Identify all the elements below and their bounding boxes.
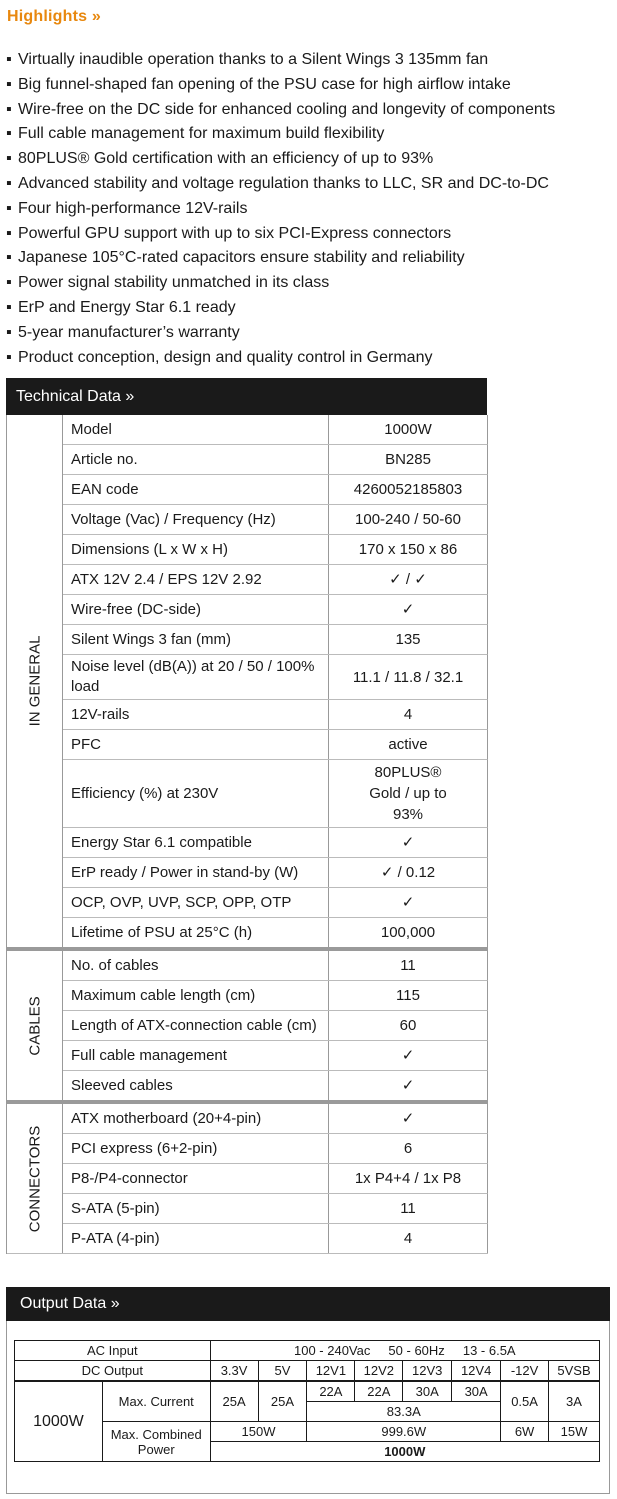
spec-row bbox=[63, 700, 488, 730]
highlight-text: Full cable management for maximum build flexibility bbox=[18, 125, 385, 143]
highlight-item bbox=[6, 147, 555, 172]
bullet-icon: ▪ bbox=[6, 125, 12, 143]
spec-label: Maximum cable length (cm) bbox=[63, 981, 329, 1010]
spec-value: 11 bbox=[400, 957, 416, 974]
bullet-icon: ▪ bbox=[6, 298, 12, 316]
spec-value: 1x P4+4 / 1x P8 bbox=[354, 1170, 462, 1187]
bullet-icon: ▪ bbox=[6, 75, 12, 93]
current-value: 0.5A bbox=[501, 1381, 549, 1422]
spec-label: Efficiency (%) at 230V bbox=[63, 760, 329, 827]
output-data-title: Output Data » bbox=[20, 1295, 120, 1312]
bullet-icon: ▪ bbox=[6, 348, 12, 366]
spec-value: ✓ bbox=[401, 834, 415, 851]
spec-label: OCP, OVP, UVP, SCP, OPP, OTP bbox=[63, 888, 329, 917]
spec-row bbox=[63, 655, 488, 700]
spec-label: Noise level (dB(A)) at 20 / 50 / 100% load bbox=[63, 655, 329, 699]
highlight-text: Powerful GPU support with up to six PCI-Express connectors bbox=[18, 224, 452, 242]
spec-row bbox=[63, 1011, 488, 1041]
spec-row bbox=[63, 445, 488, 475]
spec-value: 100,000 bbox=[380, 924, 436, 941]
spec-row bbox=[63, 505, 488, 535]
spec-value: 4 bbox=[403, 706, 413, 723]
dc-output-label: DC Output bbox=[15, 1361, 211, 1382]
spec-label: Sleeved cables bbox=[63, 1071, 329, 1100]
max-power-label-line2: Power bbox=[137, 1441, 175, 1457]
spec-row bbox=[63, 1164, 488, 1194]
spec-label: Lifetime of PSU at 25°C (h) bbox=[63, 918, 329, 947]
spec-row bbox=[63, 1224, 488, 1253]
spec-row bbox=[63, 415, 488, 445]
highlight-item bbox=[6, 246, 555, 271]
spec-value: active bbox=[388, 736, 428, 753]
highlight-text: Big funnel-shaped fan opening of the PSU case for high airflow intake bbox=[18, 75, 511, 93]
spec-label: EAN code bbox=[63, 475, 329, 504]
spec-value: ✓ bbox=[401, 1047, 415, 1064]
bullet-icon: ▪ bbox=[6, 323, 12, 341]
spec-row bbox=[63, 565, 488, 595]
spec-value: 100-240 / 50-60 bbox=[355, 511, 461, 528]
power-5vsb: 15W bbox=[549, 1422, 600, 1442]
spec-label: ATX 12V 2.4 / EPS 12V 2.92 bbox=[63, 565, 329, 594]
spec-value: 1000W bbox=[384, 421, 432, 438]
spec-value: 4 bbox=[403, 1230, 413, 1247]
ac-input-label: AC Input bbox=[15, 1341, 211, 1361]
power-12v: 999.6W bbox=[307, 1422, 501, 1442]
power-minus12v: 6W bbox=[501, 1422, 549, 1442]
spec-row bbox=[63, 1071, 488, 1100]
bullet-icon: ▪ bbox=[6, 274, 12, 292]
highlight-text: 5-year manufacturer’s warranty bbox=[18, 323, 240, 341]
spec-value: ✓ / ✓ bbox=[389, 571, 427, 588]
output-data-section bbox=[6, 1287, 610, 1494]
highlight-text: Product conception, design and quality control in Germany bbox=[18, 348, 433, 366]
model-label: 1000W bbox=[15, 1381, 103, 1462]
spec-value: ✓ bbox=[401, 1077, 415, 1094]
bullet-icon: ▪ bbox=[6, 100, 12, 118]
max-current-label: Max. Current bbox=[102, 1381, 210, 1422]
current-value: 30A bbox=[452, 1381, 501, 1402]
spec-label: PFC bbox=[63, 730, 329, 759]
spec-value: 6 bbox=[403, 1140, 413, 1157]
highlight-item bbox=[6, 73, 555, 98]
spec-row bbox=[63, 1134, 488, 1164]
spec-group-label: CABLES bbox=[26, 995, 43, 1056]
current-value: 22A bbox=[355, 1381, 403, 1402]
spec-row bbox=[63, 858, 488, 888]
bullet-icon: ▪ bbox=[6, 150, 12, 168]
rail-label: -12V bbox=[501, 1361, 549, 1382]
highlight-item bbox=[6, 197, 555, 222]
rail-label: 5VSB bbox=[549, 1361, 600, 1382]
highlight-item bbox=[6, 98, 555, 123]
highlights-title: Highlights » bbox=[7, 8, 101, 25]
highlight-item bbox=[6, 271, 555, 296]
spec-label: PCI express (6+2-pin) bbox=[63, 1134, 329, 1163]
spec-label: ATX motherboard (20+4-pin) bbox=[63, 1104, 329, 1133]
spec-row bbox=[63, 475, 488, 505]
spec-value: 4260052185803 bbox=[353, 481, 463, 498]
bullet-icon: ▪ bbox=[6, 224, 12, 242]
ac-input-value: 100 - 240Vac 50 - 60Hz 13 - 6.5A bbox=[210, 1341, 599, 1361]
spec-group-label: CONNECTORS bbox=[26, 1125, 43, 1232]
spec-label: S-ATA (5-pin) bbox=[63, 1194, 329, 1223]
spec-value: 11 bbox=[400, 1200, 416, 1217]
highlight-text: Power signal stability unmatched in its class bbox=[18, 274, 330, 292]
highlight-item bbox=[6, 346, 555, 371]
highlight-text: 80PLUS® Gold certification with an efficiency of up to 93% bbox=[18, 150, 434, 168]
spec-group bbox=[7, 415, 488, 951]
spec-row bbox=[63, 1194, 488, 1224]
highlight-text: ErP and Energy Star 6.1 ready bbox=[18, 298, 236, 316]
rail-label: 5V bbox=[258, 1361, 307, 1382]
spec-label: Dimensions (L x W x H) bbox=[63, 535, 329, 564]
spec-group bbox=[7, 951, 488, 1104]
rail-label: 12V2 bbox=[355, 1361, 403, 1382]
highlight-item bbox=[6, 321, 555, 346]
spec-row bbox=[63, 918, 488, 947]
spec-value: ✓ / 0.12 bbox=[380, 864, 436, 881]
spec-label: Wire-free (DC-side) bbox=[63, 595, 329, 624]
spec-value: 135 bbox=[395, 631, 421, 648]
highlight-item bbox=[6, 172, 555, 197]
spec-value: 115 bbox=[396, 987, 420, 1004]
highlight-text: Four high-performance 12V-rails bbox=[18, 199, 248, 217]
spec-row bbox=[63, 1041, 488, 1071]
highlight-text: Wire-free on the DC side for enhanced cooling and longevity of components bbox=[18, 100, 556, 118]
bullet-icon: ▪ bbox=[6, 174, 12, 192]
current-value: 3A bbox=[549, 1381, 600, 1422]
spec-value: 60 bbox=[399, 1017, 417, 1034]
highlight-item bbox=[6, 296, 555, 321]
total-power: 1000W bbox=[210, 1442, 599, 1462]
spec-label: Full cable management bbox=[63, 1041, 329, 1070]
spec-row bbox=[63, 828, 488, 858]
spec-row bbox=[63, 981, 488, 1011]
bullet-icon: ▪ bbox=[6, 249, 12, 267]
bullet-icon: ▪ bbox=[6, 51, 12, 68]
highlights-list bbox=[6, 48, 555, 370]
current-value: 25A bbox=[210, 1381, 258, 1422]
technical-data-title: Technical Data » bbox=[16, 388, 135, 405]
spec-row bbox=[63, 595, 488, 625]
spec-label: P-ATA (4-pin) bbox=[63, 1224, 329, 1253]
spec-label: 12V-rails bbox=[63, 700, 329, 729]
rail-label: 12V4 bbox=[452, 1361, 501, 1382]
highlight-text: Virtually inaudible operation thanks to a Silent Wings 3 135mm fan bbox=[18, 51, 489, 68]
spec-group-label-cell bbox=[7, 415, 63, 947]
spec-row bbox=[63, 730, 488, 760]
spec-row bbox=[63, 760, 488, 828]
spec-value: ✓ bbox=[401, 894, 415, 911]
combined-12v-current: 83.3A bbox=[307, 1402, 501, 1422]
spec-value: BN285 bbox=[385, 451, 431, 468]
current-value: 30A bbox=[403, 1381, 452, 1402]
highlight-text: Japanese 105°C-rated capacitors ensure stability and reliability bbox=[18, 249, 465, 267]
spec-label: Length of ATX-connection cable (cm) bbox=[63, 1011, 329, 1040]
max-power-label bbox=[102, 1422, 210, 1462]
spec-value: ✓ bbox=[401, 601, 415, 618]
spec-group-label: IN GENERAL bbox=[26, 635, 43, 727]
spec-label: No. of cables bbox=[63, 951, 329, 980]
rail-label: 3.3V bbox=[210, 1361, 258, 1382]
rail-label: 12V3 bbox=[403, 1361, 452, 1382]
spec-label: Energy Star 6.1 compatible bbox=[63, 828, 329, 857]
spec-group-label-cell bbox=[7, 951, 63, 1100]
current-value: 25A bbox=[258, 1381, 307, 1422]
spec-label: Article no. bbox=[63, 445, 329, 474]
power-3v3-5v: 150W bbox=[210, 1422, 307, 1442]
spec-value: 170 x 150 x 86 bbox=[358, 541, 458, 558]
rail-label: 12V1 bbox=[307, 1361, 355, 1382]
spec-row bbox=[63, 951, 488, 981]
spec-label: P8-/P4-connector bbox=[63, 1164, 329, 1193]
spec-row bbox=[63, 535, 488, 565]
spec-value: 11.1 / 11.8 / 32.1 bbox=[352, 668, 464, 686]
technical-data-header bbox=[6, 378, 487, 415]
spec-value: 80PLUS® Gold / up to 93% bbox=[369, 764, 447, 823]
current-value: 22A bbox=[307, 1381, 355, 1402]
technical-data-table bbox=[6, 415, 488, 1254]
spec-label: Silent Wings 3 fan (mm) bbox=[63, 625, 329, 654]
spec-label: Voltage (Vac) / Frequency (Hz) bbox=[63, 505, 329, 534]
highlight-item bbox=[6, 222, 555, 247]
spec-label: Model bbox=[63, 415, 329, 444]
spec-label: ErP ready / Power in stand-by (W) bbox=[63, 858, 329, 887]
output-data-table bbox=[14, 1340, 600, 1462]
highlight-item bbox=[6, 122, 555, 147]
spec-row bbox=[63, 625, 488, 655]
highlight-item bbox=[6, 48, 555, 73]
spec-row bbox=[63, 1104, 488, 1134]
bullet-icon: ▪ bbox=[6, 199, 12, 217]
spec-group bbox=[7, 1104, 488, 1254]
output-data-header bbox=[6, 1287, 610, 1321]
spec-value: ✓ bbox=[401, 1110, 415, 1127]
spec-row bbox=[63, 888, 488, 918]
max-power-label-line1: Max. Combined bbox=[110, 1426, 202, 1442]
highlight-text: Advanced stability and voltage regulation thanks to LLC, SR and DC-to-DC bbox=[18, 174, 549, 192]
spec-group-label-cell bbox=[7, 1104, 63, 1253]
